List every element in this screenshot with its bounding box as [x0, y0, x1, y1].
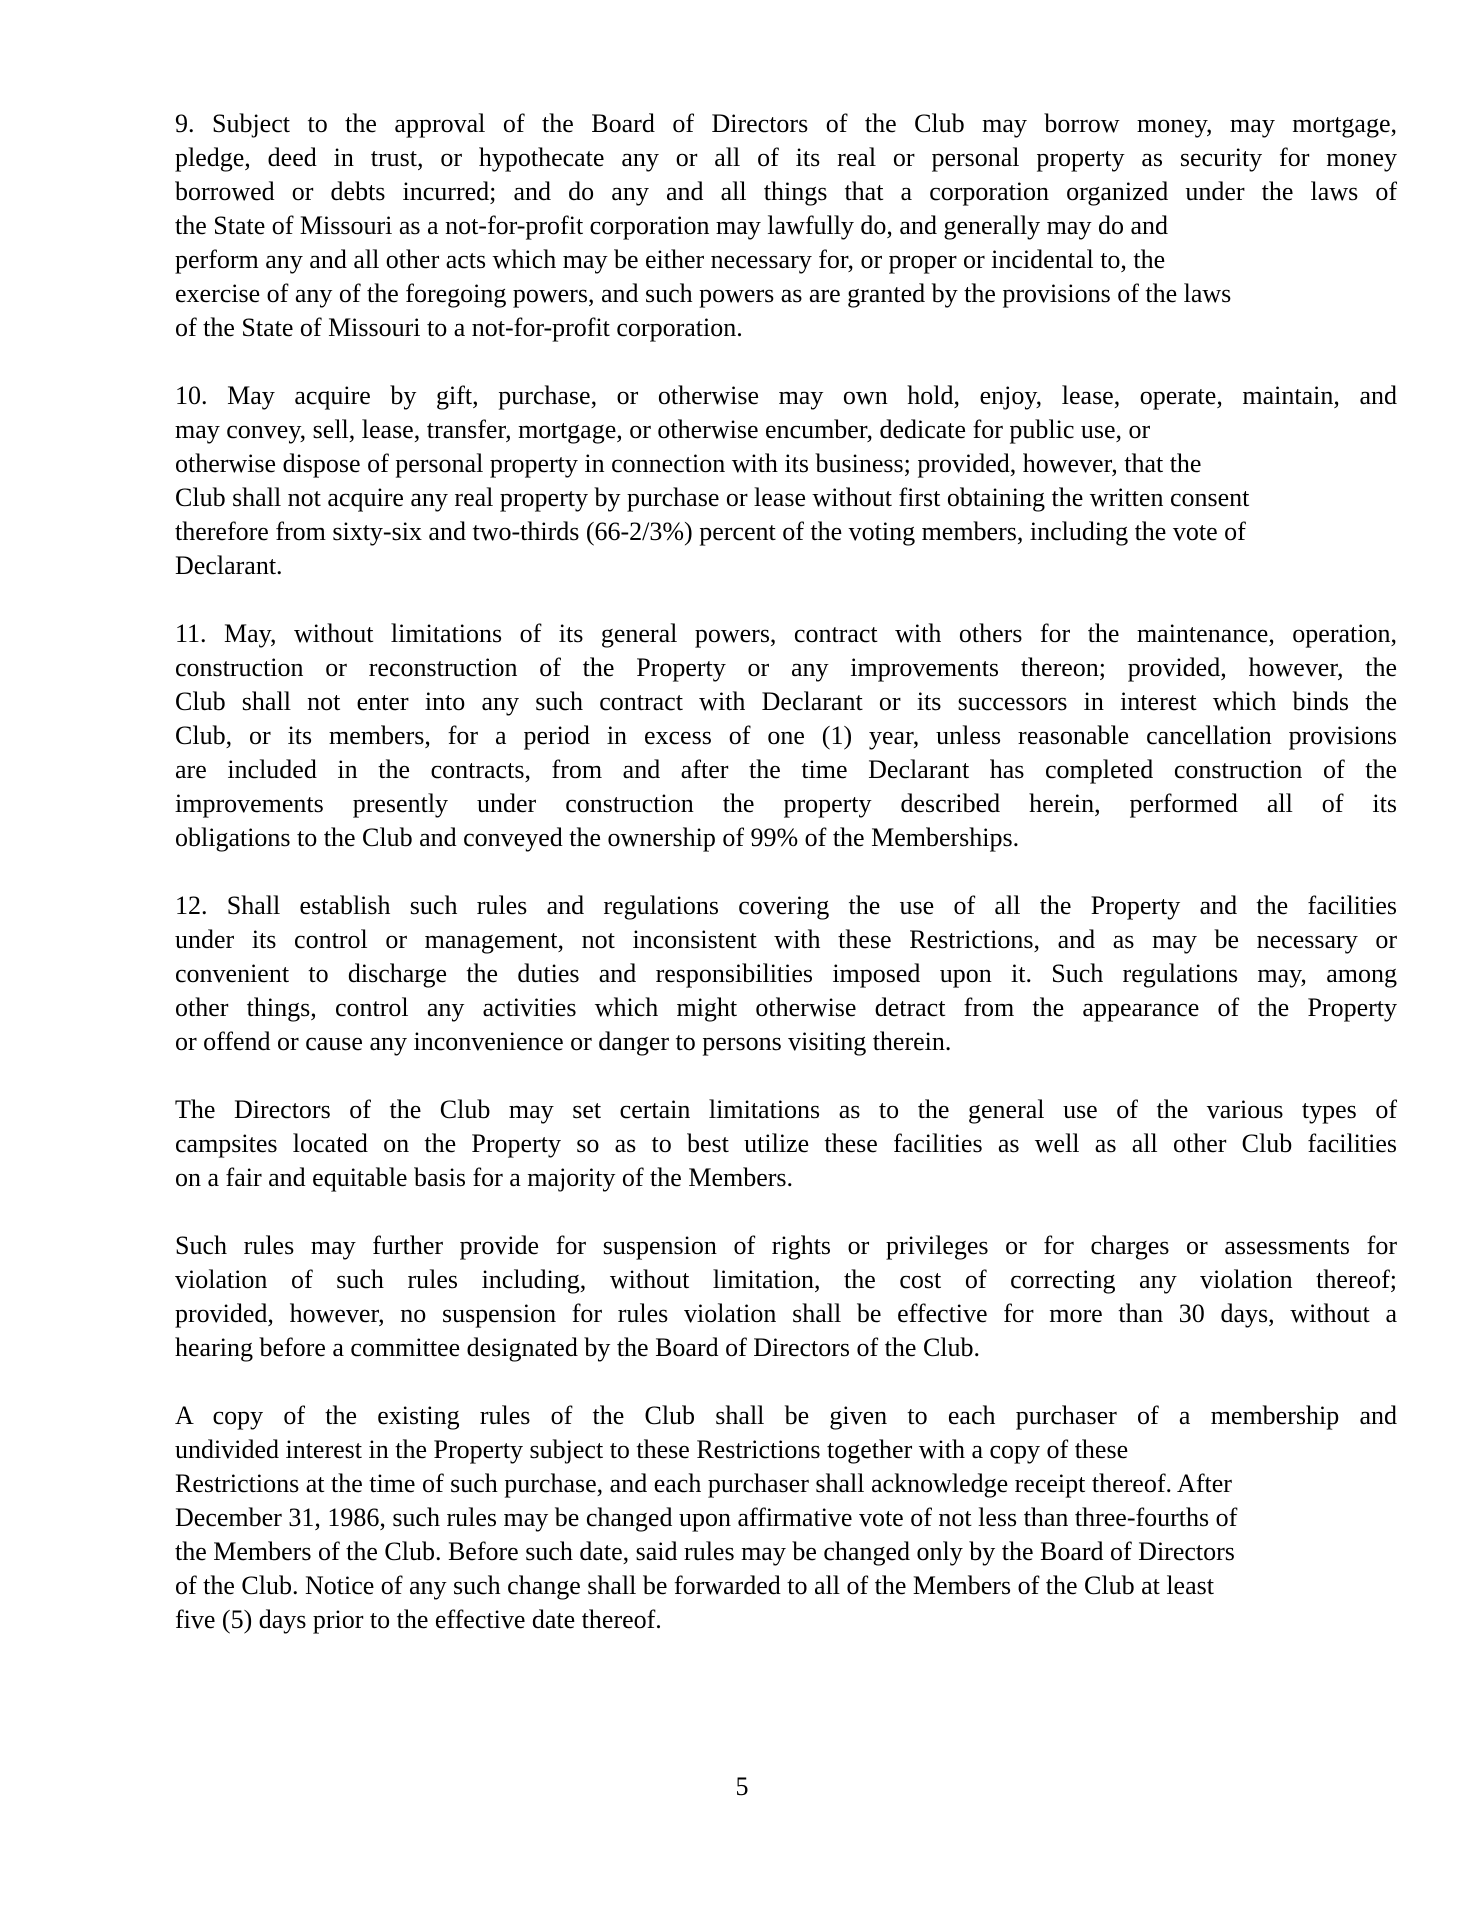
text-line: borrowed or debts incurred; and do any and all things that a corporation organized under the laws of [175, 177, 1397, 206]
text-line: improvements presently under construction the property described herein, performed all of its [175, 789, 1397, 818]
text-line: Such rules may further provide for suspension of rights or privileges or for charges or assessments for [175, 1231, 1397, 1260]
text-line: A copy of the existing rules of the Club shall be given to each purchaser of a membership and [175, 1401, 1397, 1430]
text-line: construction or reconstruction of the Property or any improvements thereon; provided, however, the [175, 653, 1397, 682]
text-line: 9. Subject to the approval of the Board of Directors of the Club may borrow money, may mortgage, [175, 109, 1397, 138]
text-line: the Members of the Club. Before such date, said rules may be changed only by the Board of Directors [175, 1537, 1235, 1566]
text-line: campsites located on the Property so as to best utilize these facilities as well as all other Club facilities [175, 1129, 1397, 1158]
text-line: pledge, deed in trust, or hypothecate any or all of its real or personal property as security for money [175, 143, 1397, 172]
text-line: of the State of Missouri to a not-for-profit corporation. [175, 313, 743, 342]
document-body [175, 107, 1397, 1671]
text-line: obligations to the Club and conveyed the ownership of 99% of the Memberships. [175, 823, 1020, 852]
text-line: Club shall not enter into any such contract with Declarant or its successors in interest which binds the [175, 687, 1397, 716]
text-line: convenient to discharge the duties and responsibilities imposed upon it. Such regulations may, among [175, 959, 1397, 988]
text-line: therefore from sixty-six and two-thirds (66-2/3%) percent of the voting members, including the vote of [175, 517, 1246, 546]
paragraph [175, 889, 1397, 1059]
text-line: hearing before a committee designated by the Board of Directors of the Club. [175, 1333, 981, 1362]
text-line: Club shall not acquire any real property by purchase or lease without first obtaining the written consent [175, 483, 1250, 512]
text-line: are included in the contracts, from and after the time Declarant has completed construction of the [175, 755, 1397, 784]
text-line: the State of Missouri as a not-for-profit corporation may lawfully do, and generally may do and [175, 211, 1168, 240]
text-line: otherwise dispose of personal property in connection with its business; provided, however, that the [175, 449, 1202, 478]
text-line: 12. Shall establish such rules and regulations covering the use of all the Property and the facilities [175, 891, 1397, 920]
paragraph [175, 107, 1397, 345]
text-line: other things, control any activities which might otherwise detract from the appearance of the Property [175, 993, 1397, 1022]
text-line: may convey, sell, lease, transfer, mortgage, or otherwise encumber, dedicate for public use, or [175, 415, 1151, 444]
text-line: exercise of any of the foregoing powers, and such powers as are granted by the provisions of the laws [175, 279, 1232, 308]
text-line: violation of such rules including, without limitation, the cost of correcting any violation thereof; [175, 1265, 1397, 1294]
text-line: Restrictions at the time of such purchase, and each purchaser shall acknowledge receipt thereof. After [175, 1469, 1232, 1498]
text-line: perform any and all other acts which may be either necessary for, or proper or incidental to, the [175, 245, 1166, 274]
text-line: Club, or its members, for a period in excess of one (1) year, unless reasonable cancellation provisions [175, 721, 1397, 750]
text-line: under its control or management, not inconsistent with these Restrictions, and as may be necessary or [175, 925, 1397, 954]
text-line: 11. May, without limitations of its general powers, contract with others for the maintenance, operation, [175, 619, 1397, 648]
text-line: five (5) days prior to the effective date thereof. [175, 1605, 662, 1634]
text-line: provided, however, no suspension for rules violation shall be effective for more than 30 days, without a [175, 1299, 1397, 1328]
paragraph [175, 617, 1397, 855]
text-line: The Directors of the Club may set certain limitations as to the general use of the various types of [175, 1095, 1397, 1124]
text-line: Declarant. [175, 551, 283, 580]
text-line: of the Club. Notice of any such change shall be forwarded to all of the Members of the Club at least [175, 1571, 1214, 1600]
page-number: 5 [735, 1772, 749, 1801]
paragraph [175, 379, 1397, 583]
text-line: 10. May acquire by gift, purchase, or otherwise may own hold, enjoy, lease, operate, maintain, and [175, 381, 1397, 410]
text-line: or offend or cause any inconvenience or danger to persons visiting therein. [175, 1027, 952, 1056]
text-line: undivided interest in the Property subject to these Restrictions together with a copy of these [175, 1435, 1129, 1464]
paragraph [175, 1229, 1397, 1365]
text-line: December 31, 1986, such rules may be changed upon affirmative vote of not less than three-fourths of [175, 1503, 1238, 1532]
paragraph [175, 1399, 1397, 1637]
paragraph [175, 1093, 1397, 1195]
text-line: on a fair and equitable basis for a majority of the Members. [175, 1163, 794, 1192]
